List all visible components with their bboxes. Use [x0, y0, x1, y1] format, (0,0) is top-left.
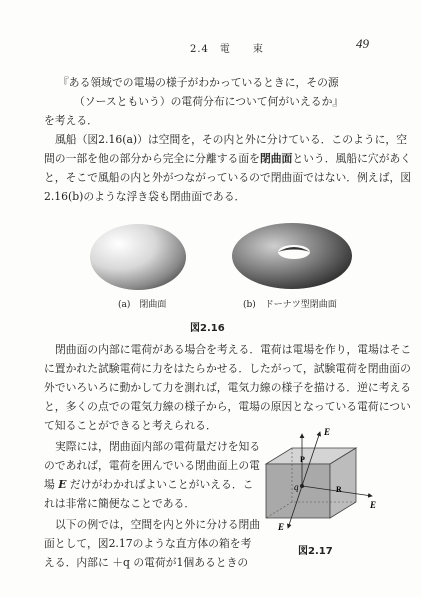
figure-2-16 [80, 212, 370, 294]
E-label-right: E [370, 500, 377, 510]
caption-b: (b) ドーナツ型閉曲面 [243, 300, 337, 310]
ellipsoid-shape [90, 224, 186, 290]
quote-line-2: （ソースともいう）の電荷分布について何がいえるか』 [74, 95, 344, 108]
E-label-top: E [324, 427, 331, 437]
para4-line-4: れは非常に簡便なことである． [44, 497, 196, 510]
para3-line-1: 閉曲面の内部に電荷がある場合を考える．電荷は電場を作り，電場はそこ [55, 343, 412, 356]
point-P-label: P [300, 455, 305, 464]
figure-2-17 [252, 426, 382, 538]
para4-line-3b: だけがわかればよいことがいえる．こ [66, 478, 254, 491]
para5-line-3: える．内部に ＋q の電荷が1個あるときの [44, 556, 249, 569]
para2-line-3: と，そこで風船の内と外がつながっているので閉曲面ではない．例えば，図 [44, 171, 412, 184]
page-number: 49 [356, 36, 369, 51]
charge-point [300, 484, 304, 488]
para5-line-1: 以下の例では，空間を内と外に分ける閉曲 [55, 518, 261, 531]
para3-line-3: 外でいろいろに動かして力を測れば，電気力線の様子を描ける．逆に考える [44, 381, 412, 394]
figure-2-16-label: 図2.16 [190, 323, 225, 334]
caption-a: (a) 閉曲面 [118, 300, 167, 310]
para3-line-4: と，多くの点での電気力線の様子から，電場の原因となっている電荷につい [44, 400, 411, 413]
para2-line-2 [44, 152, 411, 166]
para2-line-4: 2.16(b)のような浮き袋も閉曲面である． [44, 190, 246, 203]
para2-line-2a: 間の一部を他の部分から完全に分離する面を [44, 152, 260, 165]
section-header: 2.4 電 束 [190, 44, 264, 55]
para3-line-2: に置かれた試験電荷に力をはたらかせる．したがって，試験電荷を閉曲面の [44, 362, 411, 375]
para5-line-2: 面として，図2.17のような直方体の箱を考 [44, 537, 252, 550]
E-label-bottom: E [278, 522, 285, 532]
point-R-label: R [336, 485, 342, 494]
para2-line-2b: という．風船に穴があく [292, 152, 412, 165]
quote-line-1: 『ある領域での電場の様子がわかっているときに，その源 [58, 76, 339, 89]
field-symbol-E: E [58, 478, 67, 491]
figure-2-17-label: 図2.17 [298, 546, 333, 557]
para4-line-3 [44, 478, 253, 492]
para1-line-1: を考える． [44, 114, 98, 127]
para4-line-3a: 場 [44, 478, 59, 491]
charge-label: q [294, 482, 299, 492]
para4-line-2: のであれば，電荷を囲んでいる閉曲面上の電 [44, 459, 260, 472]
para4-line-1: 実際には，閉曲面内部の電荷量だけを知る [55, 440, 261, 453]
para2-line-1: 風船（図2.16(a)）は空間を，その内と外に分けている．このように，空 [55, 133, 408, 146]
para3-line-5: て知ることができると考えられる． [44, 419, 217, 432]
closed-surface-term: 閉曲面 [259, 152, 293, 165]
